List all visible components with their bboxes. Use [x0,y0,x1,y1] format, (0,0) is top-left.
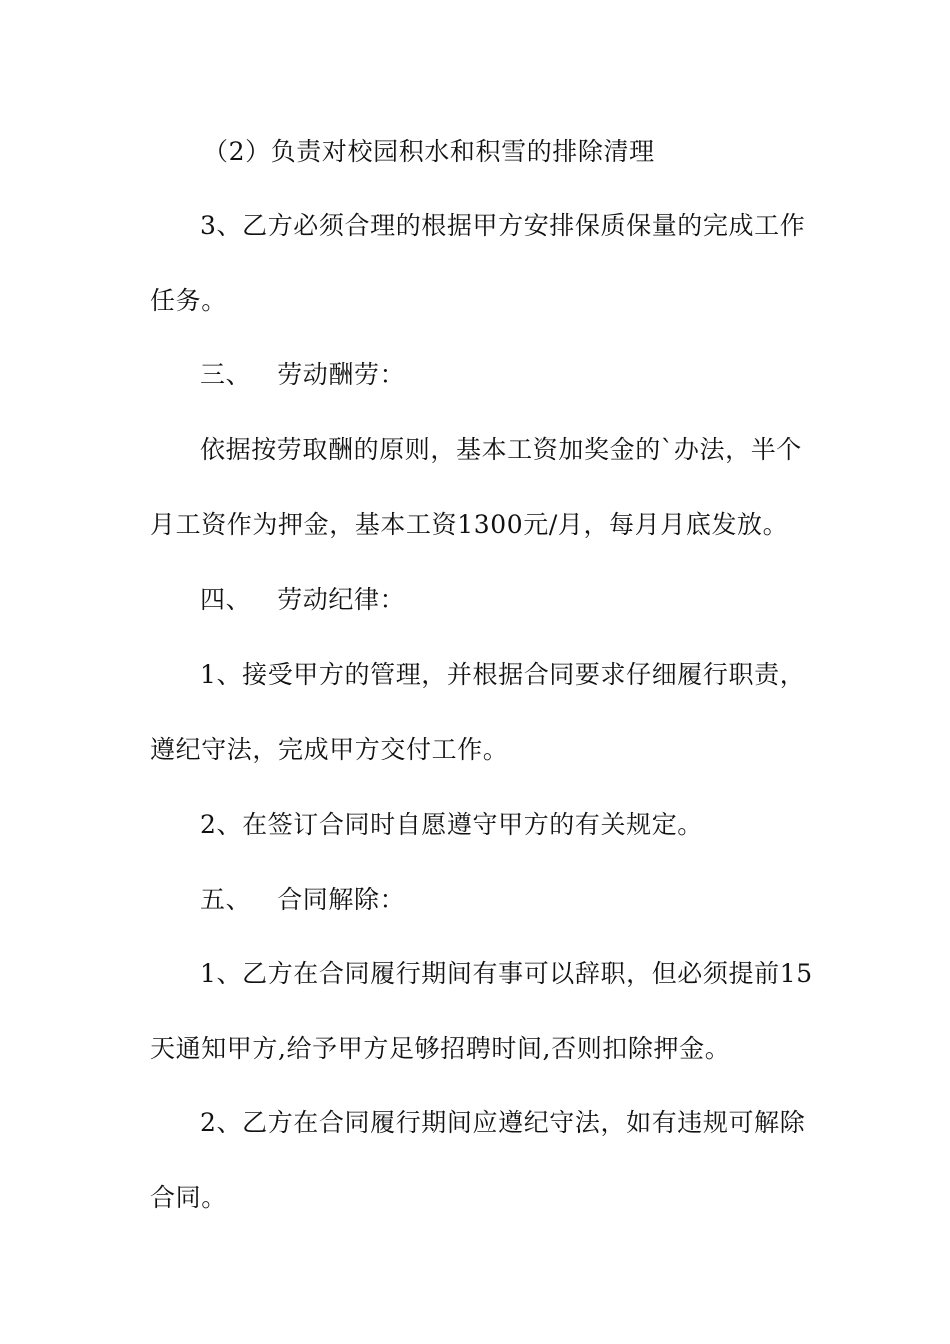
section-number: 四、 [200,585,252,614]
paragraph-line: 任务。 [150,286,227,315]
paragraph-line: 合同。 [150,1183,227,1212]
section-title: 合同解除： [277,885,406,914]
paragraph-line: 1、乙方在合同履行期间有事可以辞职，但必须提前15 [200,959,813,988]
section-title: 劳动纪律： [277,585,406,614]
section-number: 五、 [200,885,252,914]
section-heading [200,883,405,917]
section-heading [200,583,405,617]
paragraph-line: 2、乙方在合同履行期间应遵纪守法，如有违规可解除 [200,1108,806,1137]
section-number: 三、 [200,360,252,389]
paragraph-line: 依据按劳取酬的原则，基本工资加奖金的`办法，半个 [200,435,802,464]
paragraph-line: 天通知甲方,给予甲方足够招聘时间,否则扣除押金。 [150,1034,731,1063]
section-heading [200,358,405,392]
paragraph-line: 遵纪守法，完成甲方交付工作。 [150,735,509,764]
paragraph-line: 月工资作为押金，基本工资1300元/月，每月月底发放。 [150,510,789,539]
paragraph-line: 2、在签订合同时自愿遵守甲方的有关规定。 [200,810,703,839]
paragraph-line: （2）负责对校园积水和积雪的排除清理 [203,137,655,166]
paragraph-line: 1、接受甲方的管理，并根据合同要求仔细履行职责， [200,660,806,689]
paragraph-line: 3、乙方必须合理的根据甲方安排保质保量的完成工作 [200,211,806,240]
section-title: 劳动酬劳： [277,360,406,389]
